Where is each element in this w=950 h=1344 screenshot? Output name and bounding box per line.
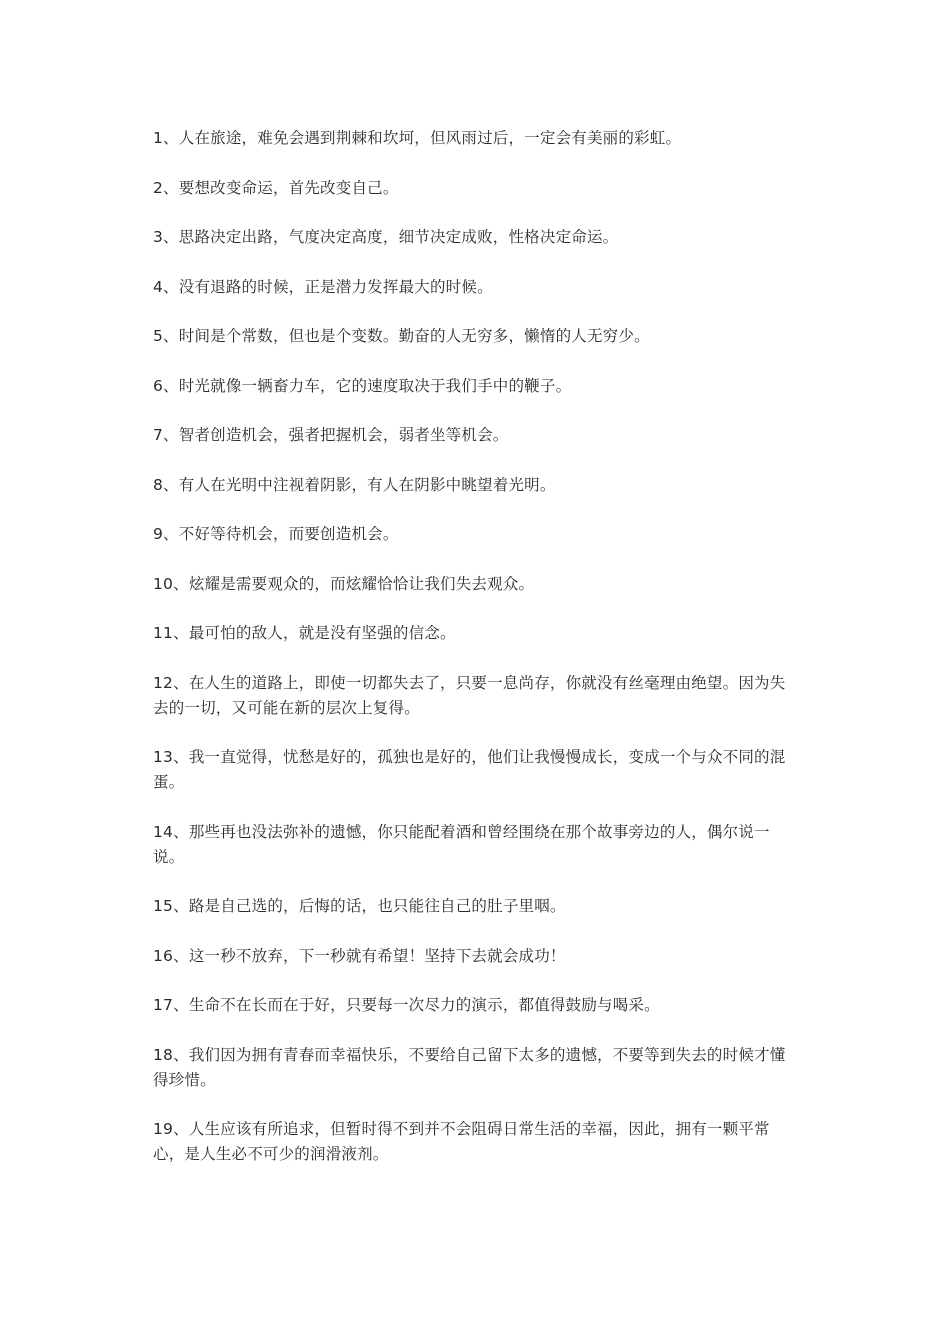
quote-item: 2、要想改变命运，首先改变自己。 [153, 178, 399, 197]
quote-item: 10、炫耀是需要观众的，而炫耀恰恰让我们失去观众。 [153, 574, 535, 593]
quote-item: 17、生命不在长而在于好，只要每一次尽力的演示，都值得鼓励与喝采。 [153, 996, 660, 1014]
quote-item: 1、人在旅途，难免会遇到荆棘和坎坷，但风雨过后，一定会有美丽的彩虹。 [153, 129, 682, 147]
quote-item: 12、在人生的道路上，即使一切都失去了，只要一息尚存，你就没有丝毫理由绝望。因为失去的一切，又可能在新的层次上复得。 [153, 673, 786, 717]
quote-item: 13、我一直觉得，忧愁是好的，孤独也是好的，他们让我慢慢成长，变成一个与众不同的混蛋。 [153, 748, 786, 791]
quote-item: 15、路是自己选的，后悔的话，也只能往自己的肚子里咽。 [153, 897, 566, 915]
quote-item: 5、时间是个常数，但也是个变数。勤奋的人无穷多，懒惰的人无穷少。 [153, 327, 650, 345]
quote-item: 3、思路决定出路，气度决定高度，细节决定成败，性格决定命运。 [153, 228, 619, 246]
quote-item: 14、那些再也没法弥补的遗憾，你只能配着酒和曾经围绕在那个故事旁边的人，偶尔说一说。 [153, 822, 770, 866]
quote-item: 8、有人在光明中注视着阴影，有人在阴影中眺望着光明。 [153, 475, 556, 494]
quote-item: 4、没有退路的时候，正是潜力发挥最大的时候。 [153, 277, 493, 296]
quote-item: 7、智者创造机会，强者把握机会，弱者坐等机会。 [153, 426, 509, 444]
quote-item: 19、人生应该有所追求，但暂时得不到并不会阻碍日常生活的幸福，因此，拥有一颗平常心，是人生必不可少的润滑液剂。 [153, 1120, 770, 1163]
quote-item: 11、最可怕的敌人，就是没有坚强的信念。 [153, 624, 456, 642]
quote-list [153, 126, 798, 1192]
quote-item: 9、不好等待机会，而要创造机会。 [153, 525, 399, 543]
quote-item: 6、时光就像一辆畜力车，它的速度取决于我们手中的鞭子。 [153, 376, 572, 395]
quote-item: 18、我们因为拥有青春而幸福快乐，不要给自己留下太多的遗憾，不要等到失去的时候才懂得珍惜。 [153, 1045, 786, 1089]
quote-item: 16、这一秒不放弃，下一秒就有希望！坚持下去就会成功！ [153, 946, 566, 965]
